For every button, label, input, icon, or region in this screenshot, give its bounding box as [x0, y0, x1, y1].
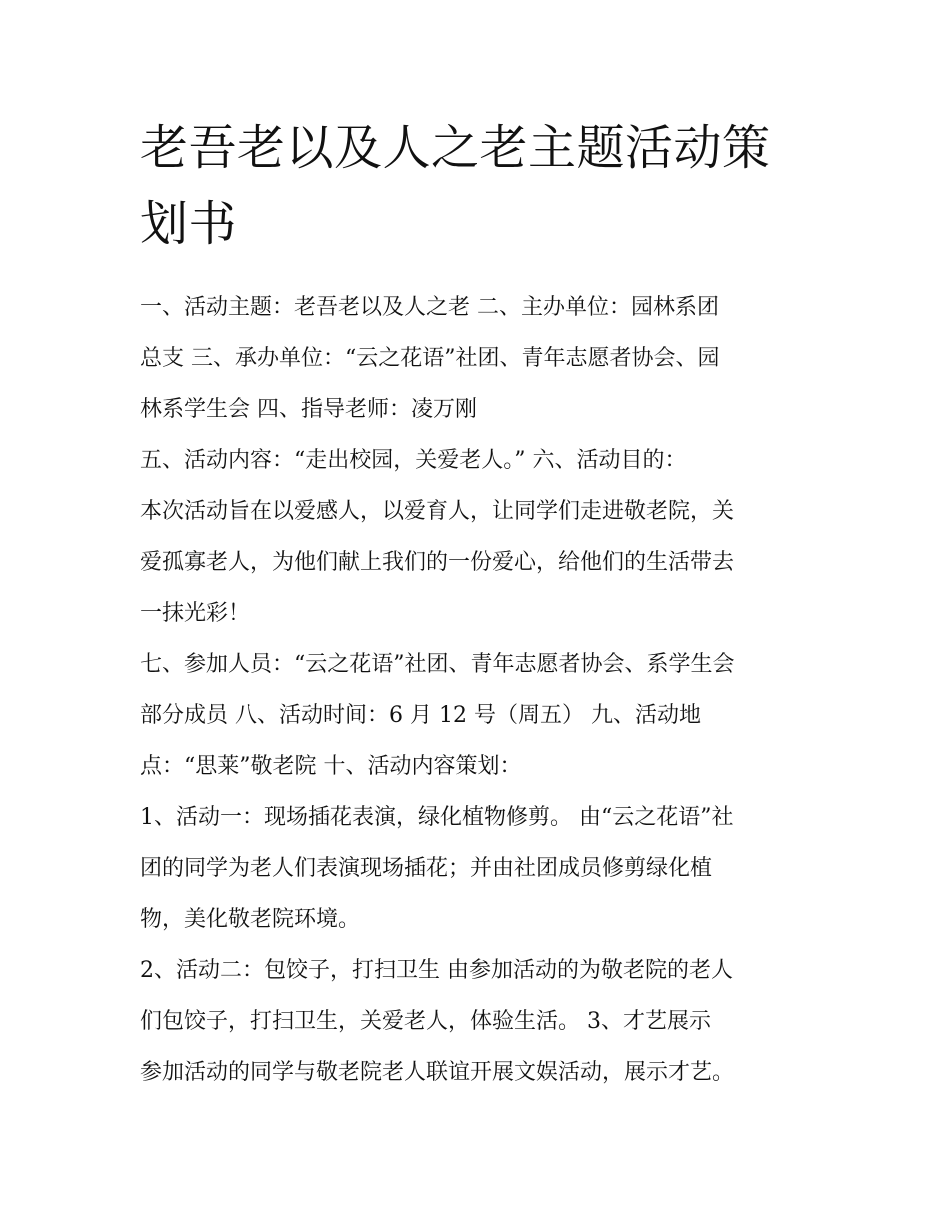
- body-line: 一抹光彩！: [140, 601, 251, 626]
- body-line: 1、活动一：现场插花表演，绿化植物修剪。 由“云之花语”社: [140, 805, 734, 830]
- document-body: [140, 282, 820, 1098]
- title-line: 划书: [140, 196, 238, 252]
- body-line: 物，美化敬老院环境。: [140, 907, 361, 932]
- body-line: 们包饺子，打扫卫生，关爱老人，体验生活。 3、才艺展示: [140, 1009, 711, 1034]
- body-line: 七、参加人员：“云之花语”社团、青年志愿者协会、系学生会: [140, 652, 735, 677]
- body-line: 爱孤寡老人，为他们献上我们的一份爱心，给他们的生活带去: [140, 550, 735, 575]
- body-line: 总支 三、承办单位：“云之花语”社团、青年志愿者协会、园: [140, 346, 720, 371]
- body-line: 团的同学为老人们表演现场插花；并由社团成员修剪绿化植: [140, 856, 713, 881]
- body-line: 林系学生会 四、指导老师：凌万刚: [140, 397, 477, 422]
- document-content: [140, 110, 820, 1098]
- body-line: 五、活动内容：“走出校园，关爱老人。” 六、活动目的：: [140, 448, 687, 473]
- body-line: 2、活动二：包饺子，打扫卫生 由参加活动的为敬老院的老人: [140, 958, 733, 983]
- title-line: 老吾老以及人之老主题活动策: [140, 120, 771, 176]
- body-line: 参加活动的同学与敬老院老人联谊开展文娱活动，展示才艺。: [140, 1060, 735, 1085]
- body-line: 部分成员 八、活动时间：6 月 12 号（周五） 九、活动地: [140, 703, 701, 728]
- body-line: 本次活动旨在以爱感人，以爱育人，让同学们走进敬老院，关: [140, 499, 735, 524]
- body-line: 点：“思莱”敬老院 十、活动内容策划：: [140, 754, 522, 779]
- document-title: [140, 110, 820, 262]
- body-line: 一、活动主题：老吾老以及人之老 二、主办单位：园林系团: [140, 295, 719, 320]
